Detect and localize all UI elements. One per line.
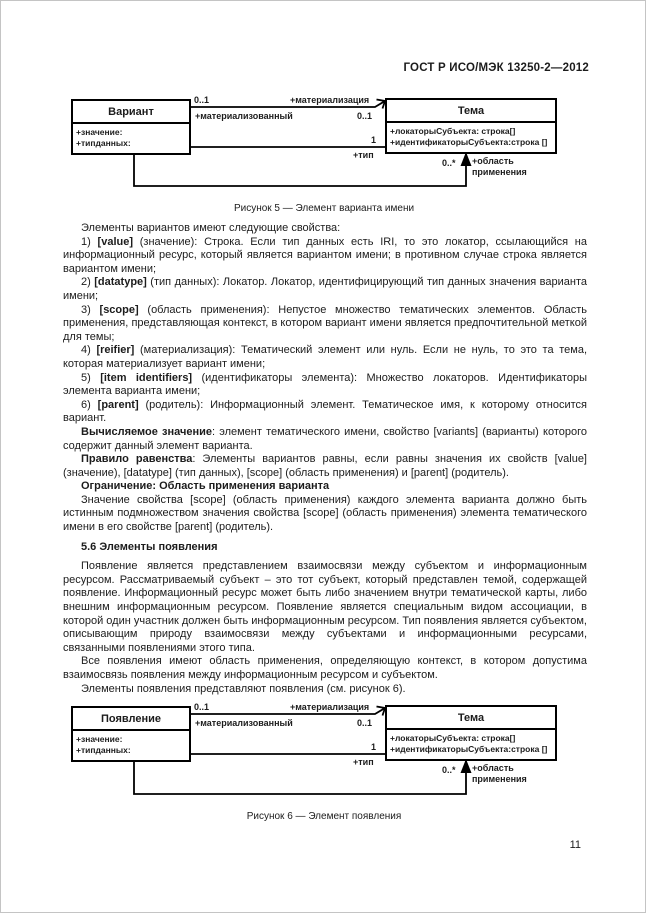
figure-caption: Рисунок 5 — Элемент варианта имени (233, 203, 415, 214)
multiplicity-label: 0..* (442, 158, 456, 168)
paragraph: Ограничение: Область применения варианта (81, 480, 330, 493)
paragraph: Элементы вариантов имеют следующие свойства: (81, 222, 341, 234)
figure-6 (1, 698, 646, 810)
arrowhead-icon (461, 152, 472, 166)
class-attribute: +типданных: (76, 138, 131, 148)
multiplicity-label: 0..* (442, 765, 456, 775)
class-attribute: +идентификаторыСубъекта:строка [] (390, 744, 548, 754)
arrowhead-icon (461, 759, 472, 773)
paragraph: Элементы появления представляют появления (см. рисунок 6). (81, 682, 406, 695)
class-attribute: +локаторыСубъекта: строка[] (390, 733, 516, 743)
role-label-reified: +материализованный (195, 111, 293, 121)
role-label-reification: +материализация (290, 95, 370, 105)
figure-5 (1, 91, 646, 203)
class-title: Тема (387, 707, 555, 730)
paragraph: 3) [scope] (область применения): Непустое множество тематических элементов. Область применения, представляющая контекст, в котором вариант имени является предпочтительной меткой для темы; (63, 303, 587, 343)
role-label-reification: +материализация (290, 702, 370, 712)
paragraph: Появление является представлением взаимосвязи между субъектом и информационным ресурсом. Рассматриваемый субъект – это тот субъект, который представлен темой, содержащей появление. Информационный ресурс может быть либо значением внутри тематической карты, либо внешним информационным ресурсом. Появление является специальным видом ассоциации, в которой один участник должен быть информационным ресурсом. Тип появления является субъектом, описывающим природу взаимосвязи между субъектами и информационными ресурсами, связанными появлениями этого типа. (63, 560, 587, 654)
page-header: ГОСТ Р ИСО/МЭК 13250-2—2012 (403, 62, 589, 74)
class-box-topic (385, 98, 557, 154)
multiplicity-label: 0..1 (357, 718, 373, 728)
role-label-type: +тип (353, 757, 374, 767)
class-box-occurrence (71, 706, 191, 762)
class-attribute: +значение: (76, 734, 123, 744)
paragraph: 4) [reifier] (материализация): Тематический элемент или нуль. Если не нуль, то это та тема, которая материализует вариант имени; (63, 344, 587, 370)
class-title: Тема (387, 100, 555, 123)
class-attribute: +типданных: (76, 745, 131, 755)
multiplicity-label: 1 (371, 135, 377, 145)
role-label-type: +тип (353, 150, 374, 160)
class-attribute: +значение: (76, 127, 123, 137)
class-box-variant (71, 99, 191, 155)
paragraph: Правило равенства: Элементы вариантов равны, если равны значения их свойств [value] (значение), [datatype] (тип данных), [scope] (область применения) и [parent] (родитель). (63, 453, 587, 479)
figure-caption: Рисунок 6 — Элемент появления (246, 811, 402, 822)
class-title: Появление (73, 708, 189, 731)
class-attribute: +локаторыСубъекта: строка[] (390, 126, 516, 136)
paragraph: Значение свойства [scope] (область применения) каждого элемента варианта должно быть истинным подмножеством значения свойства [scope] (область применения) элемента тематического имени в его свойстве [parent] (родитель). (63, 493, 587, 534)
class-attribute: +идентификаторыСубъекта:строка [] (390, 137, 548, 147)
role-label-scope: +область применения (472, 763, 527, 784)
paragraph: 2) [datatype] (тип данных): Локатор. Локатор, идентифицирующий тип данных значения варианта имени; (63, 276, 587, 302)
paragraph: 1) [value] (значение): Строка. Если тип данных есть IRI, то это локатор, ссылающийся на информационный ресурс, который является вариантом имени; в противном случае строка является вариантом имени; (63, 235, 587, 275)
page-number: 11 (569, 839, 581, 851)
multiplicity-label: 0..1 (357, 111, 373, 121)
body-text (63, 222, 587, 696)
paragraph: Вычисляемое значение: элемент тематического имени, свойство [variants] (варианты) которого содержит данный элемент варианта. (63, 425, 587, 452)
class-box-topic (385, 705, 557, 761)
paragraph: 5) [item identifiers] (идентификаторы элемента): Множество локаторов. Идентификаторы элемента варианта имени; (63, 371, 587, 398)
multiplicity-label: 0..1 (194, 95, 210, 105)
role-label-reified: +материализованный (195, 718, 293, 728)
role-label-scope: +область применения (472, 156, 527, 177)
multiplicity-label: 1 (371, 742, 377, 752)
paragraph: 6) [parent] (родитель): Информационный элемент. Тематическое имя, к которому относится вариант. (63, 398, 587, 425)
multiplicity-label: 0..1 (194, 702, 210, 712)
class-title: Вариант (73, 101, 189, 124)
paragraph: Все появления имеют область применения, определяющую контекст, в котором допустима взаимосвязь появления между информационным ресурсом и субъектом. (63, 655, 587, 681)
section-heading: 5.6 Элементы появления (81, 540, 218, 553)
